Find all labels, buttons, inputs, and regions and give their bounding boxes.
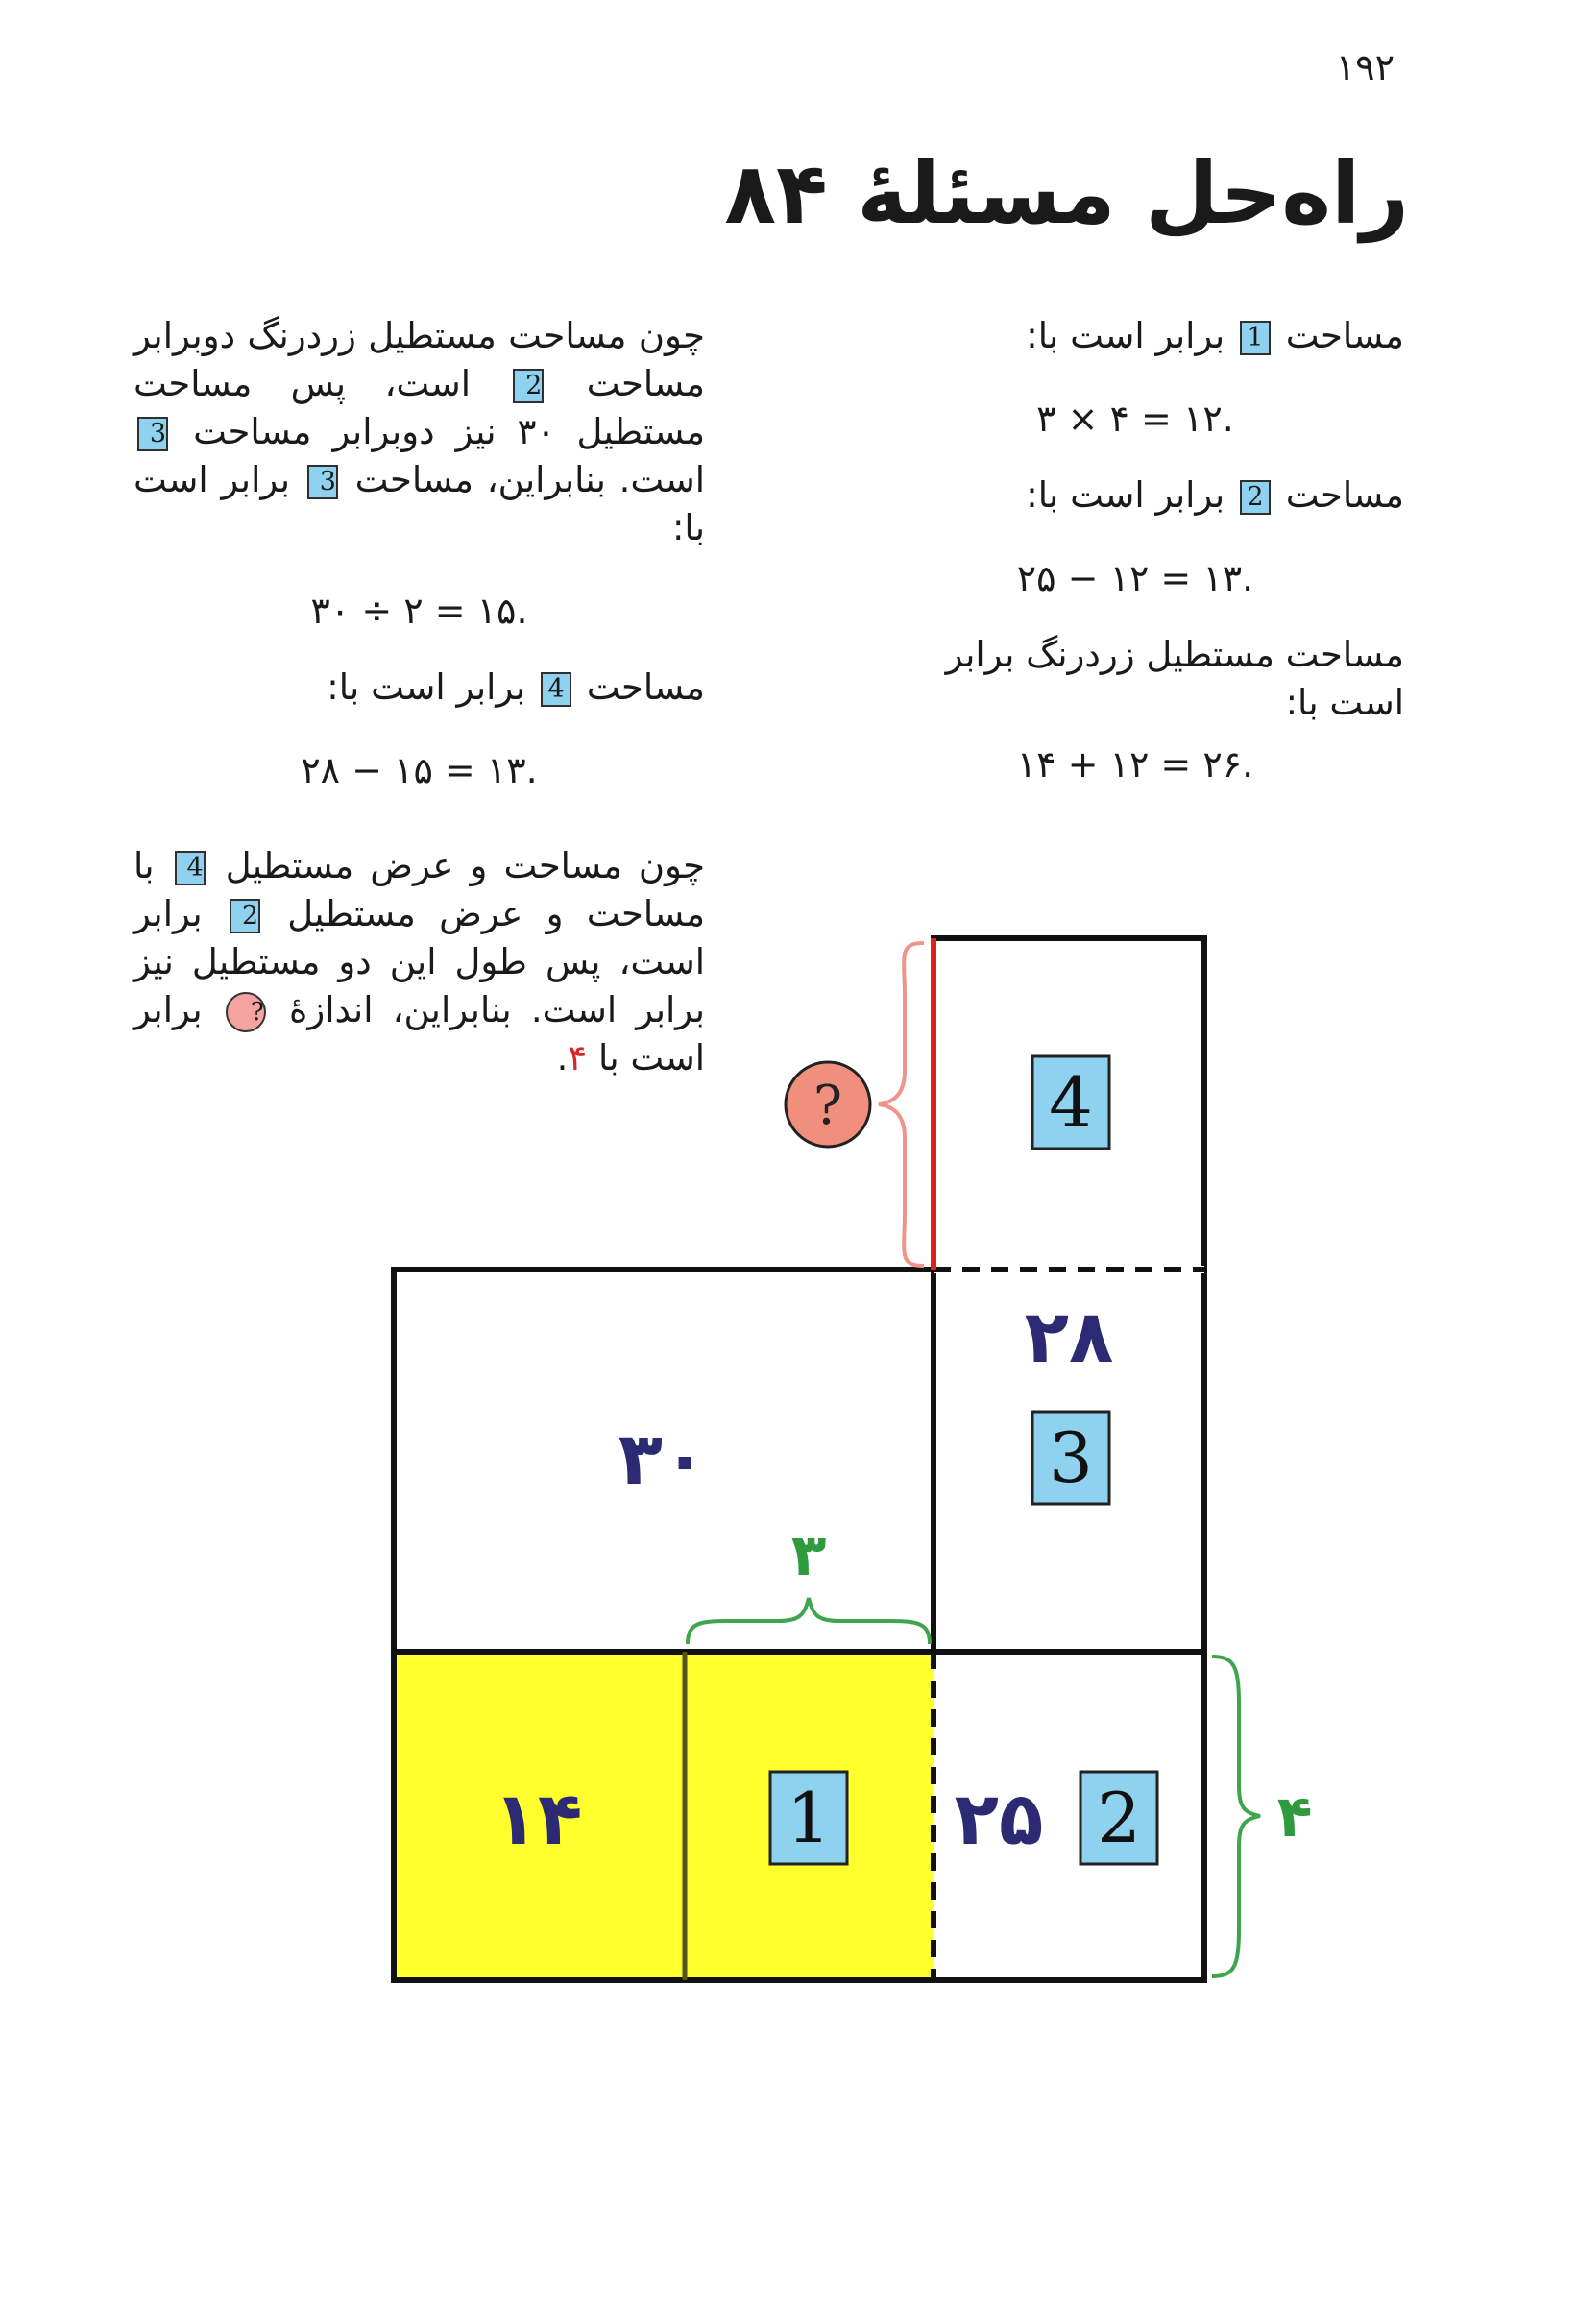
label-box-4: 4 — [541, 672, 571, 707]
label-box-2: 2 — [513, 369, 544, 403]
number-28: ۲۸ — [1024, 1294, 1114, 1379]
number-14: ۱۴ — [493, 1776, 583, 1861]
area2-text-after: برابر است با: — [1026, 474, 1225, 516]
label-box-4: 4 — [175, 851, 206, 885]
p2-text-c: برابر است، پس طول این دو مستطیل نیز برابر است. بنابراین، اندازهٔ — [133, 893, 705, 1030]
p2-text-b: با مساحت و عرض مستطیل — [133, 845, 706, 934]
area4-text-after: برابر است با: — [327, 666, 526, 708]
p2-text-d: برابر است با — [133, 989, 705, 1078]
area2-equation: ۲۵ − ۱۲ = ۱۳. — [1016, 557, 1254, 599]
label-box-3: 3 — [137, 417, 168, 451]
label-4: 4 — [1049, 1062, 1093, 1143]
page-title: راه‌حل مسئلهٔ ۸۴ — [724, 144, 1409, 243]
label-3: 3 — [1049, 1417, 1093, 1498]
label-box-2: 2 — [1240, 480, 1271, 515]
brace-right-icon — [1212, 1657, 1260, 1976]
number-30: ۳۰ — [618, 1416, 708, 1501]
p1-text-d: برابر است با: — [133, 459, 705, 548]
answer-number: ۴ — [568, 1037, 588, 1078]
area4-text-before: مساحت — [586, 666, 705, 708]
p1-text-c: است. بنابراین، مساحت — [354, 459, 706, 500]
p1-text-a: چون مساحت مستطیل زردرنگ دوبرابر مساحت — [133, 315, 705, 404]
area1-text-before: مساحت — [1285, 315, 1404, 356]
area2-text-before: مساحت — [1285, 474, 1404, 516]
yellow-area-equation: ۱۴ + ۱۲ = ۲۶. — [1016, 743, 1254, 786]
label-box-3: 3 — [307, 465, 338, 499]
yellow-area-sentence: مساحت مستطیل زردرنگ برابر است با: — [945, 634, 1404, 723]
question-circle: ? — [226, 992, 266, 1032]
number-4: ۴ — [1276, 1783, 1313, 1851]
area1-equation: ۳ × ۴ = ۱۲. — [1036, 398, 1234, 440]
brace-left-icon — [879, 943, 924, 1266]
area1-text-after: برابر است با: — [1026, 315, 1225, 356]
p2-end: . — [556, 1037, 569, 1078]
area4-equation: ۲۸ − ۱۵ = ۱۳. — [301, 749, 538, 791]
label-box-2: 2 — [230, 899, 260, 933]
number-25: ۲۵ — [954, 1776, 1044, 1861]
area3-equation: ۳۰ ÷ ۲ = ۱۵. — [310, 590, 528, 632]
p1-text-b: است، پس مساحت مستطیل ۳۰ نیز دوبرابر مساحت — [133, 363, 706, 452]
label-2: 2 — [1097, 1778, 1141, 1858]
label-box-1: 1 — [1240, 321, 1271, 355]
brace-top-icon — [688, 1598, 930, 1644]
question-mark: ? — [813, 1075, 843, 1137]
number-3: ۳ — [790, 1522, 827, 1589]
label-1: 1 — [787, 1778, 831, 1858]
p2-text-a: چون مساحت و عرض مستطیل — [225, 845, 705, 886]
page-number: ۱۹۲ — [1335, 46, 1395, 88]
yellow-rectangle — [394, 1652, 934, 1980]
